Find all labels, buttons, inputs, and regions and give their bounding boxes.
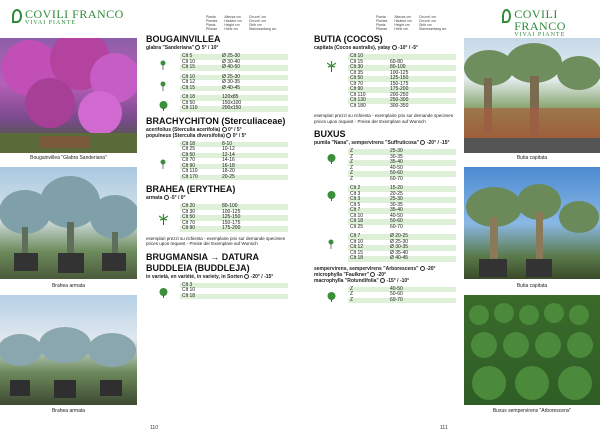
temperature-icon	[195, 45, 200, 50]
bush-icon	[327, 151, 336, 162]
buxus-group-4	[314, 287, 462, 304]
right-column	[314, 34, 462, 307]
page-number-right: 111	[440, 425, 448, 431]
table-row: Clt 30 100-125	[182, 208, 241, 215]
table-row: Clt 18 Ø 40-45	[348, 256, 456, 262]
table-row: Clt 70 150-175	[182, 219, 241, 226]
buxus-title: BUXUS	[314, 129, 346, 139]
table-row: Clt 170 20-25	[180, 175, 288, 181]
butia-group	[314, 54, 462, 109]
temperature-icon	[222, 127, 227, 132]
buxus-image	[464, 295, 600, 405]
table-row: Clt 18 50-60	[348, 219, 456, 225]
brugmansia-title: BRUGMANSIA → DATURA	[146, 251, 260, 262]
buxus-sub: pumila "Nana", sempervirens "Suffruticosa" -20° / -15°	[314, 140, 450, 146]
bush-icon	[327, 289, 336, 300]
buxus-sub-3: microphylla "Faulkner" -20°	[314, 271, 387, 278]
caption-2: Brahea armata	[51, 283, 86, 289]
tree-icon	[160, 156, 166, 166]
butia-image-1	[464, 38, 600, 153]
bush-icon	[159, 285, 168, 296]
bougainvillea-image	[0, 38, 137, 153]
table-row: Clt 50 125-150	[348, 76, 456, 82]
table-row: Clt 110 200-250	[350, 91, 409, 98]
table-row: Clt 30 80-100	[348, 65, 456, 71]
butia-note: esemplari prezzi su richiesta - exemplaire prix sur demande specimen prices upon request - Preise der Exemplare auf Wunsch	[314, 113, 454, 124]
temperature-icon	[370, 272, 375, 277]
table-row: Clt 90 16-18	[180, 164, 288, 170]
bush-icon	[327, 188, 336, 199]
palm-icon	[327, 59, 336, 70]
photo-buxus	[464, 295, 600, 405]
bougainvillea-sub: glabra "Sanderiana" 5° / 10°	[146, 45, 219, 51]
arrow-icon: →	[210, 251, 220, 262]
table-row: Clt 12 Ø 30-35	[182, 79, 241, 85]
brachychiton-sub-1: acerifolius (Sterculia acerifolia) 0° / 5°	[146, 126, 242, 133]
table-row: Clt 10 Ø 30-40	[182, 58, 241, 65]
caption-r2: Butia capitata	[516, 283, 548, 289]
table-row: Z 50-60	[348, 171, 456, 177]
page-number-left: 110	[150, 425, 158, 431]
photo-butia-1	[464, 38, 600, 153]
brachychiton-group	[146, 142, 296, 181]
table-row: Clt 5 30-35	[350, 201, 403, 208]
table-row: Z 25-30	[348, 149, 456, 155]
bougainvillea-group-3	[146, 95, 296, 112]
temperature-icon	[164, 195, 169, 200]
brand-logo	[12, 8, 124, 26]
standard-tree-icon	[160, 57, 166, 67]
photo-brahea-2	[0, 295, 137, 405]
table-row: Clt 25 10-12	[182, 146, 235, 152]
table-row: Clt 180 300-350	[350, 102, 409, 109]
butia-sub: capitata (Cocos australis), yatay -10° / -5°	[314, 45, 419, 51]
table-row: Clt 10	[182, 287, 196, 293]
table-row: Clt 15 Ø 35-40	[350, 249, 409, 256]
brahea-image-2	[0, 295, 137, 405]
table-row: Clt 70 14-16	[182, 157, 235, 163]
buxus-sub-2: sempervirens, sempervirens "Arborescens" -20°	[314, 265, 436, 272]
table-row: Clt 10 40-50	[350, 212, 403, 219]
logo-leaf-icon	[12, 9, 22, 23]
table-row: Clt 90 175-200	[348, 87, 456, 93]
table-row: Clt 50 125-150	[180, 215, 288, 221]
buxus-group-3	[314, 234, 462, 262]
brahea-sub: armata -5° / 0°	[146, 195, 186, 201]
caption-1: Bougainvillea "Glabra Sanderiana"	[30, 155, 107, 161]
bougainvillea-title: BOUGAINVILLEA	[146, 34, 221, 44]
table-row: Clt 3	[180, 283, 288, 289]
table-row: Clt 18 120x85	[180, 95, 288, 101]
table-row: Z 50-60	[350, 291, 403, 297]
brand-sub: VIVAI PIANTE	[25, 20, 77, 26]
table-row: Clt 10 Ø 25-30	[350, 238, 409, 245]
right-page	[300, 0, 600, 436]
table-row: Clt 35 100-125	[350, 69, 409, 76]
table-row: Clt 5 Ø 25-30	[180, 54, 288, 60]
table-row: Z 35-40	[348, 160, 456, 166]
caption-3: Brahea armata	[51, 408, 86, 414]
table-row: Z 60-70	[348, 298, 456, 304]
photo-butia-2	[464, 167, 600, 279]
brand-logo-right: COVILI FRANCO VIVAI PIANTE	[502, 8, 600, 38]
table-row: Clt 25 60-70	[350, 223, 403, 230]
table-row: Z 30-35	[350, 153, 403, 160]
buddleja-group	[146, 283, 296, 300]
brachychiton-sub-2: populneus (Sterculia diversifolia) 0° / 5°	[146, 132, 247, 139]
temperature-icon	[420, 140, 425, 145]
photo-brahea-1	[0, 167, 137, 279]
temperature-icon	[420, 266, 425, 271]
butia-title: BUTIA (COCOS)	[314, 34, 383, 44]
table-row: Clt 15 Ø 40-45	[180, 86, 288, 92]
table-row: Clt 130 250-300	[348, 98, 456, 104]
table-row: Clt 15 Ø 40-50	[180, 65, 288, 71]
caption-r3: Buxus sempervirens "Arborescens"	[492, 408, 572, 414]
legend: Pianta Plantes Plants Pflanze Altezza cm Hauteur cm Height cm Höhe cm Circonf. cm Circonf. cm Girth cm Stammumfang cm	[206, 15, 277, 31]
palm-icon	[159, 212, 168, 223]
table-row: Clt 50 150x100	[182, 99, 242, 106]
table-row: Clt 7 Ø 20-25	[348, 234, 456, 240]
temperature-icon	[226, 133, 231, 138]
bush-icon	[159, 98, 168, 109]
standard-tree-icon	[160, 78, 166, 88]
temperature-icon	[380, 278, 385, 283]
table-row: Z 60-70	[350, 175, 403, 182]
legend-right: Pianta Plantes Plants Pflanze Altezza cm Hauteur cm Height cm Höhe cm Circonf. cm Circonf. cm Girth cm Stammumfang cm	[376, 15, 447, 31]
buxus-group-2	[314, 186, 462, 230]
table-row: Clt 50 12-14	[180, 153, 288, 159]
table-row: Clt 3 25-30	[348, 197, 456, 203]
standard-tree-icon	[328, 236, 334, 246]
table-row: Clt 110 200x150	[180, 106, 288, 112]
table-row: Clt 70 150-175	[350, 80, 409, 87]
temperature-icon	[244, 274, 249, 279]
temperature-icon	[392, 45, 397, 50]
left-column	[146, 34, 296, 303]
caption-r1: Butia capitata	[516, 155, 548, 161]
brahea-title: BRAHEA (ERYTHEA)	[146, 184, 236, 194]
table-row: Clt 12 Ø 30-35	[348, 245, 456, 251]
table-row: Clt 18 8-10	[180, 142, 288, 148]
table-row: Clt 10 Ø 25-30	[180, 75, 288, 81]
buddleja-title: BUDDLEIA (BUDDLEJA)	[146, 262, 250, 273]
table-row: Clt 3 20-25	[350, 190, 403, 197]
butia-image-2	[464, 167, 600, 279]
logo-leaf-icon	[502, 9, 511, 23]
table-row: Clt 20 80-100	[180, 204, 288, 210]
table-row: Clt 15 60-80	[350, 58, 403, 65]
table-row: Clt 7 35-40	[348, 208, 456, 214]
buddleja-sub: in varietà, en variété, in variety, in Sorten -20° / -15°	[146, 273, 274, 280]
brachychiton-title: BRACHYCHITON (Sterculiaceae)	[146, 115, 286, 126]
buxus-sub-4: macrophylla "Rotundifolia" -15° / -10°	[314, 277, 410, 284]
table-row: Z 40-50	[350, 164, 403, 171]
brand-name: COVILI FRANCO	[25, 7, 124, 21]
table-row: Clt 10	[348, 54, 456, 60]
brahea-note: esemplari prezzi su richiesta - exemplaire prix sur demande specimen prices upon request - Preise der Exemplare auf Wunsch	[146, 235, 286, 246]
bougainvillea-group-2	[146, 75, 296, 92]
photo-bougainvillea	[0, 38, 137, 153]
table-row: Z 40-50	[348, 287, 456, 293]
table-row: Clt 110 18-20	[182, 168, 235, 174]
bougainvillea-group-1	[146, 54, 296, 71]
table-row: Clt 2 15-20	[348, 186, 456, 192]
brahea-image-1	[0, 167, 137, 279]
table-row: Clt 18	[180, 294, 288, 300]
brahea-group	[146, 204, 296, 232]
table-row: Clt 90 175-200	[180, 226, 288, 232]
buxus-group-1	[314, 149, 462, 182]
